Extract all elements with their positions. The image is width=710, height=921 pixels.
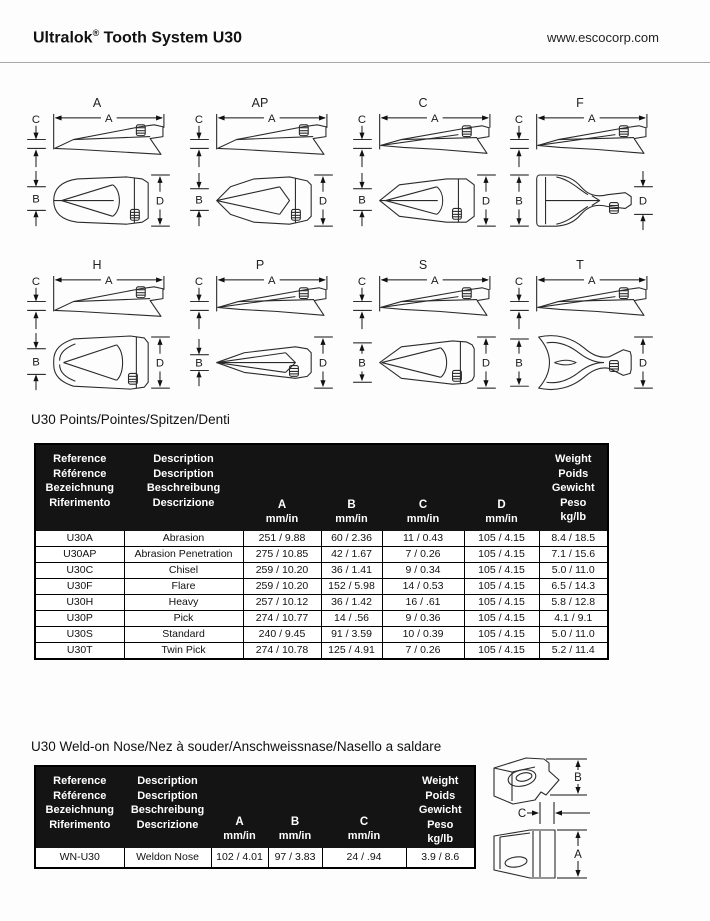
cell-c: 7 / 0.26 [382, 546, 464, 562]
page-title [33, 28, 242, 47]
diagram-cell-C [341, 95, 505, 236]
cell-ref: WN-U30 [35, 847, 124, 868]
tooth-drawing-P [178, 274, 342, 398]
table-row-U30AP [35, 546, 608, 562]
cell-weight: 4.1 / 9.1 [539, 610, 608, 626]
cell-weight: 5.0 / 11.0 [539, 562, 608, 578]
points-table-header-row [35, 444, 608, 530]
svg-text:C: C [194, 275, 204, 288]
cell-d: 105 / 4.15 [464, 594, 539, 610]
points-table-title: U30 Points/Pointes/Spitzen/Denti [31, 412, 230, 427]
diagram-label-P: P [255, 258, 265, 272]
svg-text:B: B [358, 357, 366, 370]
header-weight: Weight Poids Gewicht Peso kg/lb [539, 444, 608, 530]
svg-text:C: C [517, 808, 527, 820]
svg-text:B: B [195, 357, 203, 370]
tooth-drawing-T [498, 274, 662, 398]
header-dim-b: B mm/in [321, 444, 382, 530]
svg-text:A: A [588, 274, 596, 287]
tooth-drawing-C [341, 112, 505, 236]
svg-text:B: B [195, 194, 203, 207]
diagram-cell-T [498, 257, 662, 398]
cell-ref: U30C [35, 562, 124, 578]
cell-weight: 5.8 / 12.8 [539, 594, 608, 610]
cell-b: 42 / 1.67 [321, 546, 382, 562]
svg-text:A: A [431, 274, 439, 287]
cell-c: 9 / 0.34 [382, 562, 464, 578]
header-dim-d: D mm/in [464, 444, 539, 530]
cell-b: 91 / 3.59 [321, 626, 382, 642]
table-row-U30S [35, 626, 608, 642]
svg-text:C: C [31, 113, 41, 126]
svg-text:C: C [514, 113, 524, 126]
svg-text:D: D [155, 357, 165, 370]
cell-d: 105 / 4.15 [464, 530, 539, 546]
svg-text:C: C [194, 113, 204, 126]
cell-weight: 5.0 / 11.0 [539, 626, 608, 642]
svg-text:A: A [588, 112, 596, 125]
header-dim-c: C mm/in [322, 766, 406, 847]
cell-c: 10 / 0.39 [382, 626, 464, 642]
diagram-label-H: H [92, 258, 102, 272]
svg-text:D: D [638, 357, 648, 370]
cell-a: 259 / 10.20 [243, 578, 321, 594]
svg-text:B: B [574, 772, 582, 784]
cell-b: 60 / 2.36 [321, 530, 382, 546]
cell-d: 105 / 4.15 [464, 626, 539, 642]
cell-c: 24 / .94 [322, 847, 406, 868]
brand-name: Ultralok [33, 29, 93, 47]
nose-spec-table [34, 765, 476, 869]
svg-text:B: B [515, 357, 523, 370]
cell-c: 9 / 0.36 [382, 610, 464, 626]
diagram-label-T: T [576, 258, 584, 272]
cell-a: 102 / 4.01 [211, 847, 268, 868]
svg-text:C: C [357, 275, 367, 288]
svg-text:C: C [31, 275, 41, 288]
svg-text:B: B [515, 195, 523, 208]
header-weight: Weight Poids Gewicht Peso kg/lb [406, 766, 475, 847]
cell-ref: U30AP [35, 546, 124, 562]
cell-weight: 8.4 / 18.5 [539, 530, 608, 546]
cell-ref: U30P [35, 610, 124, 626]
header-description: Description Description Beschreibung Descrizione [124, 766, 211, 847]
svg-text:A: A [574, 849, 582, 861]
nose-table-header-row [35, 766, 475, 847]
tooth-drawing-A [15, 112, 179, 236]
header-dim-a: A mm/in [211, 766, 268, 847]
svg-text:B: B [32, 193, 40, 206]
table-row-U30C [35, 562, 608, 578]
svg-text:A: A [268, 112, 276, 125]
cell-weight: 5.2 / 11.4 [539, 642, 608, 659]
cell-b: 125 / 4.91 [321, 642, 382, 659]
header-description: Description Description Beschreibung Descrizione [124, 444, 243, 530]
svg-text:B: B [32, 356, 40, 369]
cell-a: 274 / 10.78 [243, 642, 321, 659]
diagram-cell-H [15, 257, 179, 398]
cell-a: 240 / 9.45 [243, 626, 321, 642]
header-dim-b: B mm/in [268, 766, 322, 847]
cell-desc: Abrasion [124, 530, 243, 546]
weld-on-nose-diagram [480, 746, 710, 896]
cell-a: 251 / 9.88 [243, 530, 321, 546]
cell-d: 105 / 4.15 [464, 578, 539, 594]
diagram-label-C: C [418, 96, 428, 110]
diagram-cell-F [498, 95, 662, 236]
header-dim-c: C mm/in [382, 444, 464, 530]
header-reference: Reference Référence Bezeichnung Riferimento [35, 766, 124, 847]
cell-d: 105 / 4.15 [464, 546, 539, 562]
cell-weight: 6.5 / 14.3 [539, 578, 608, 594]
table-row-WN-U30 [35, 847, 475, 868]
website-url: www.escocorp.com [547, 30, 659, 45]
svg-text:C: C [357, 113, 367, 126]
cell-ref: U30A [35, 530, 124, 546]
svg-text:A: A [105, 112, 113, 125]
table-row-U30T [35, 642, 608, 659]
cell-ref: U30T [35, 642, 124, 659]
cell-d: 105 / 4.15 [464, 562, 539, 578]
table-row-U30P [35, 610, 608, 626]
cell-c: 16 / .61 [382, 594, 464, 610]
svg-text:A: A [105, 274, 113, 287]
diagram-cell-S [341, 257, 505, 398]
diagram-label-A: A [92, 96, 102, 110]
cell-c: 11 / 0.43 [382, 530, 464, 546]
table-row-U30H [35, 594, 608, 610]
table-row-U30F [35, 578, 608, 594]
tooth-drawing-S [341, 274, 505, 398]
diagram-cell-P [178, 257, 342, 398]
cell-b: 97 / 3.83 [268, 847, 322, 868]
header-dim-a: A mm/in [243, 444, 321, 530]
cell-a: 274 / 10.77 [243, 610, 321, 626]
cell-desc: Chisel [124, 562, 243, 578]
cell-desc: Flare [124, 578, 243, 594]
diagram-label-F: F [576, 96, 584, 110]
cell-c: 7 / 0.26 [382, 642, 464, 659]
cell-b: 14 / .56 [321, 610, 382, 626]
page-title-rest: Tooth System U30 [99, 29, 243, 47]
table-row-U30A [35, 530, 608, 546]
svg-text:B: B [358, 194, 366, 207]
tooth-drawing-H [15, 274, 179, 398]
tooth-drawing-AP [178, 112, 342, 236]
cell-b: 36 / 1.42 [321, 594, 382, 610]
cell-a: 257 / 10.12 [243, 594, 321, 610]
svg-text:D: D [318, 357, 328, 370]
svg-text:D: D [481, 357, 491, 370]
cell-desc: Abrasion Penetration [124, 546, 243, 562]
cell-desc: Heavy [124, 594, 243, 610]
cell-c: 14 / 0.53 [382, 578, 464, 594]
cell-weight: 7.1 / 15.6 [539, 546, 608, 562]
svg-text:D: D [638, 195, 648, 208]
points-spec-table [34, 443, 609, 660]
cell-desc: Pick [124, 610, 243, 626]
cell-b: 36 / 1.41 [321, 562, 382, 578]
diagram-cell-AP [178, 95, 342, 236]
cell-b: 152 / 5.98 [321, 578, 382, 594]
svg-text:D: D [155, 195, 165, 208]
cell-desc: Standard [124, 626, 243, 642]
cell-desc: Twin Pick [124, 642, 243, 659]
header-reference: Reference Référence Bezeichnung Riferimento [35, 444, 124, 530]
cell-a: 259 / 10.20 [243, 562, 321, 578]
header-divider [0, 62, 710, 63]
tooth-drawing-F [498, 112, 662, 236]
diagram-label-AP: AP [251, 96, 269, 110]
svg-text:A: A [431, 112, 439, 125]
cell-a: 275 / 10.85 [243, 546, 321, 562]
cell-ref: U30S [35, 626, 124, 642]
cell-ref: U30H [35, 594, 124, 610]
svg-text:D: D [481, 195, 491, 208]
cell-desc: Weldon Nose [124, 847, 211, 868]
registered-mark: ® [92, 28, 100, 38]
svg-text:A: A [268, 274, 276, 287]
svg-text:C: C [514, 275, 524, 288]
cell-ref: U30F [35, 578, 124, 594]
svg-text:D: D [318, 195, 328, 208]
cell-weight: 3.9 / 8.6 [406, 847, 475, 868]
cell-d: 105 / 4.15 [464, 610, 539, 626]
diagram-label-S: S [418, 258, 428, 272]
nose-table-title: U30 Weld-on Nose/Nez à souder/Anschweissnase/Nasello a saldare [31, 739, 442, 754]
diagram-cell-A [15, 95, 179, 236]
cell-d: 105 / 4.15 [464, 642, 539, 659]
